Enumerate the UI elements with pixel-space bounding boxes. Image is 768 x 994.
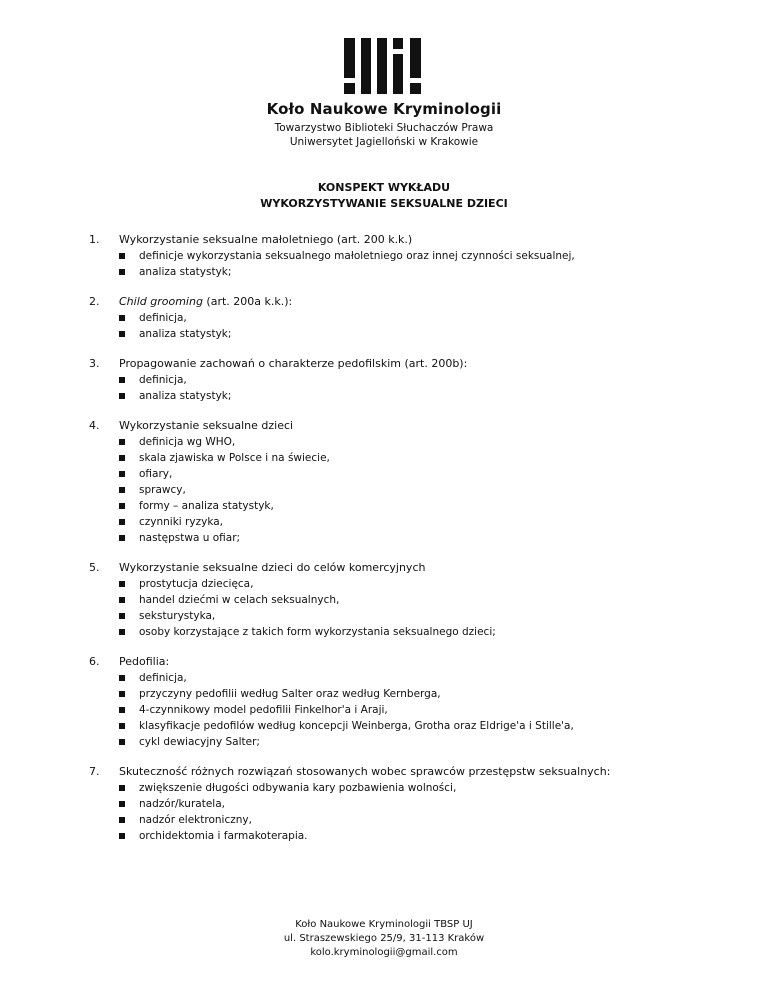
square-bullet-icon [119, 503, 125, 509]
list-item [119, 514, 689, 530]
list-item [119, 450, 689, 466]
square-bullet-icon [119, 707, 125, 713]
section-heading [89, 418, 689, 434]
list-item-text: klasyfikacje pedofilów według koncepcji Weinberga, Grotha oraz Eldrige'a i Stille'a, [139, 720, 574, 732]
list-item-text: następstwa u ofiar; [139, 532, 241, 544]
square-bullet-icon [119, 833, 125, 839]
square-bullet-icon [119, 613, 125, 619]
section-number: 1. [89, 233, 100, 246]
section-items [119, 434, 689, 546]
document-title: KONSPEKT WYKŁADU [317, 181, 451, 194]
outline-section [89, 654, 689, 750]
square-bullet-icon [119, 535, 125, 541]
outline-section [89, 764, 689, 844]
section-number: 2. [89, 295, 100, 308]
list-item [119, 828, 689, 844]
list-item [119, 812, 689, 828]
list-item-text: nadzór/kuratela, [139, 798, 225, 810]
list-item-text: definicja, [139, 672, 187, 684]
square-bullet-icon [119, 581, 125, 587]
section-title: Wykorzystanie seksualne dzieci do celów komercyjnych [119, 561, 426, 574]
section-number: 5. [89, 561, 100, 574]
section-title [119, 294, 292, 310]
document-subtitle: WYKORZYSTYWANIE SEKSUALNE DZIECI [260, 197, 508, 210]
section-items [119, 670, 689, 750]
list-item-text: cykl dewiacyjny Salter; [139, 736, 260, 748]
square-bullet-icon [119, 269, 125, 275]
section-heading [89, 232, 689, 248]
section-items [119, 780, 689, 844]
list-item-text: definicja, [139, 374, 187, 386]
list-item-text: prostytucja dziecięca, [139, 578, 254, 590]
knk-logo-icon [344, 38, 424, 94]
section-items [119, 576, 689, 640]
section-heading [89, 560, 689, 576]
list-item-text: analiza statystyk; [139, 390, 232, 402]
list-item [119, 372, 689, 388]
section-heading [89, 654, 689, 670]
list-item-text: definicja wg WHO, [139, 436, 236, 448]
outline-section [89, 356, 689, 404]
square-bullet-icon [119, 785, 125, 791]
list-item [119, 530, 689, 546]
list-item-text: skala zjawiska w Polsce i na świecie, [139, 452, 330, 464]
list-item [119, 624, 689, 640]
list-item-text: ofiary, [139, 468, 173, 480]
section-title: Pedofilia: [119, 655, 170, 668]
square-bullet-icon [119, 393, 125, 399]
section-items [119, 310, 689, 342]
square-bullet-icon [119, 455, 125, 461]
list-item [119, 310, 689, 326]
section-number: 3. [89, 357, 100, 370]
section-number: 7. [89, 765, 100, 778]
square-bullet-icon [119, 487, 125, 493]
square-bullet-icon [119, 377, 125, 383]
section-title: Wykorzystanie seksualne małoletniego (art. 200 k.k.) [119, 233, 413, 246]
list-item [119, 434, 689, 450]
list-item [119, 498, 689, 514]
list-item-text: handel dziećmi w celach seksualnych, [139, 594, 340, 606]
list-item [119, 718, 689, 734]
list-item [119, 326, 689, 342]
section-title: Propagowanie zachowań o charakterze pedofilskim (art. 200b): [119, 357, 468, 370]
section-items [119, 248, 689, 280]
list-item-text: osoby korzystające z takich form wykorzystania seksualnego dzieci; [139, 626, 496, 638]
list-item [119, 576, 689, 592]
list-item [119, 466, 689, 482]
square-bullet-icon [119, 723, 125, 729]
list-item [119, 608, 689, 624]
section-heading [89, 356, 689, 372]
square-bullet-icon [119, 691, 125, 697]
square-bullet-icon [119, 519, 125, 525]
org-name: Koło Naukowe Kryminologii [266, 100, 502, 118]
lecture-outline [89, 232, 689, 858]
org-subtitle-university: Uniwersytet Jagielloński w Krakowie [289, 136, 479, 148]
list-item-text: zwiększenie długości odbywania kary pozbawienia wolności, [139, 782, 457, 794]
list-item [119, 592, 689, 608]
square-bullet-icon [119, 439, 125, 445]
section-title: Wykorzystanie seksualne dzieci [119, 419, 294, 432]
list-item [119, 734, 689, 750]
org-subtitle-society: Towarzystwo Biblioteki Słuchaczów Prawa [274, 122, 494, 134]
outline-section [89, 560, 689, 640]
square-bullet-icon [119, 253, 125, 259]
square-bullet-icon [119, 817, 125, 823]
list-item-text: sprawcy, [139, 484, 186, 496]
section-title-italic: Child grooming [119, 295, 203, 308]
footer-email: kolo.kryminologii@gmail.com [310, 947, 458, 958]
outline-section [89, 294, 689, 342]
list-item-text: nadzór elektroniczny, [139, 814, 252, 826]
section-items [119, 372, 689, 404]
list-item [119, 780, 689, 796]
list-item [119, 686, 689, 702]
list-item [119, 702, 689, 718]
square-bullet-icon [119, 597, 125, 603]
list-item [119, 796, 689, 812]
section-number: 6. [89, 655, 100, 668]
list-item-text: definicja, [139, 312, 187, 324]
square-bullet-icon [119, 315, 125, 321]
section-heading [89, 764, 689, 780]
list-item [119, 388, 689, 404]
section-title-rest: (art. 200a k.k.): [202, 295, 293, 308]
list-item-text: czynniki ryzyka, [139, 516, 223, 528]
list-item-text: analiza statystyk; [139, 266, 232, 278]
square-bullet-icon [119, 801, 125, 807]
list-item-text: 4-czynnikowy model pedofilii Finkelhor'a i Araji, [139, 704, 388, 716]
list-item [119, 248, 689, 264]
list-item-text: analiza statystyk; [139, 328, 232, 340]
list-item [119, 264, 689, 280]
section-title: Skuteczność różnych rozwiązań stosowanych wobec sprawców przestępstw seksualnych: [119, 765, 611, 778]
outline-section [89, 232, 689, 280]
list-item [119, 482, 689, 498]
list-item-text: formy – analiza statystyk, [139, 500, 274, 512]
list-item-text: przyczyny pedofilii według Salter oraz według Kernberga, [139, 688, 441, 700]
list-item-text: orchidektomia i farmakoterapia. [139, 830, 308, 842]
square-bullet-icon [119, 629, 125, 635]
footer-address: ul. Straszewskiego 25/9, 31-113 Kraków [283, 933, 485, 944]
footer-org: Koło Naukowe Kryminologii TBSP UJ [295, 919, 473, 930]
list-item-text: definicje wykorzystania seksualnego małoletniego oraz innej czynności seksualnej, [139, 250, 575, 262]
square-bullet-icon [119, 331, 125, 337]
section-heading [89, 294, 689, 310]
outline-section [89, 418, 689, 546]
square-bullet-icon [119, 675, 125, 681]
square-bullet-icon [119, 739, 125, 745]
list-item [119, 670, 689, 686]
list-item-text: seksturystyka, [139, 610, 216, 622]
section-number: 4. [89, 419, 100, 432]
square-bullet-icon [119, 471, 125, 477]
